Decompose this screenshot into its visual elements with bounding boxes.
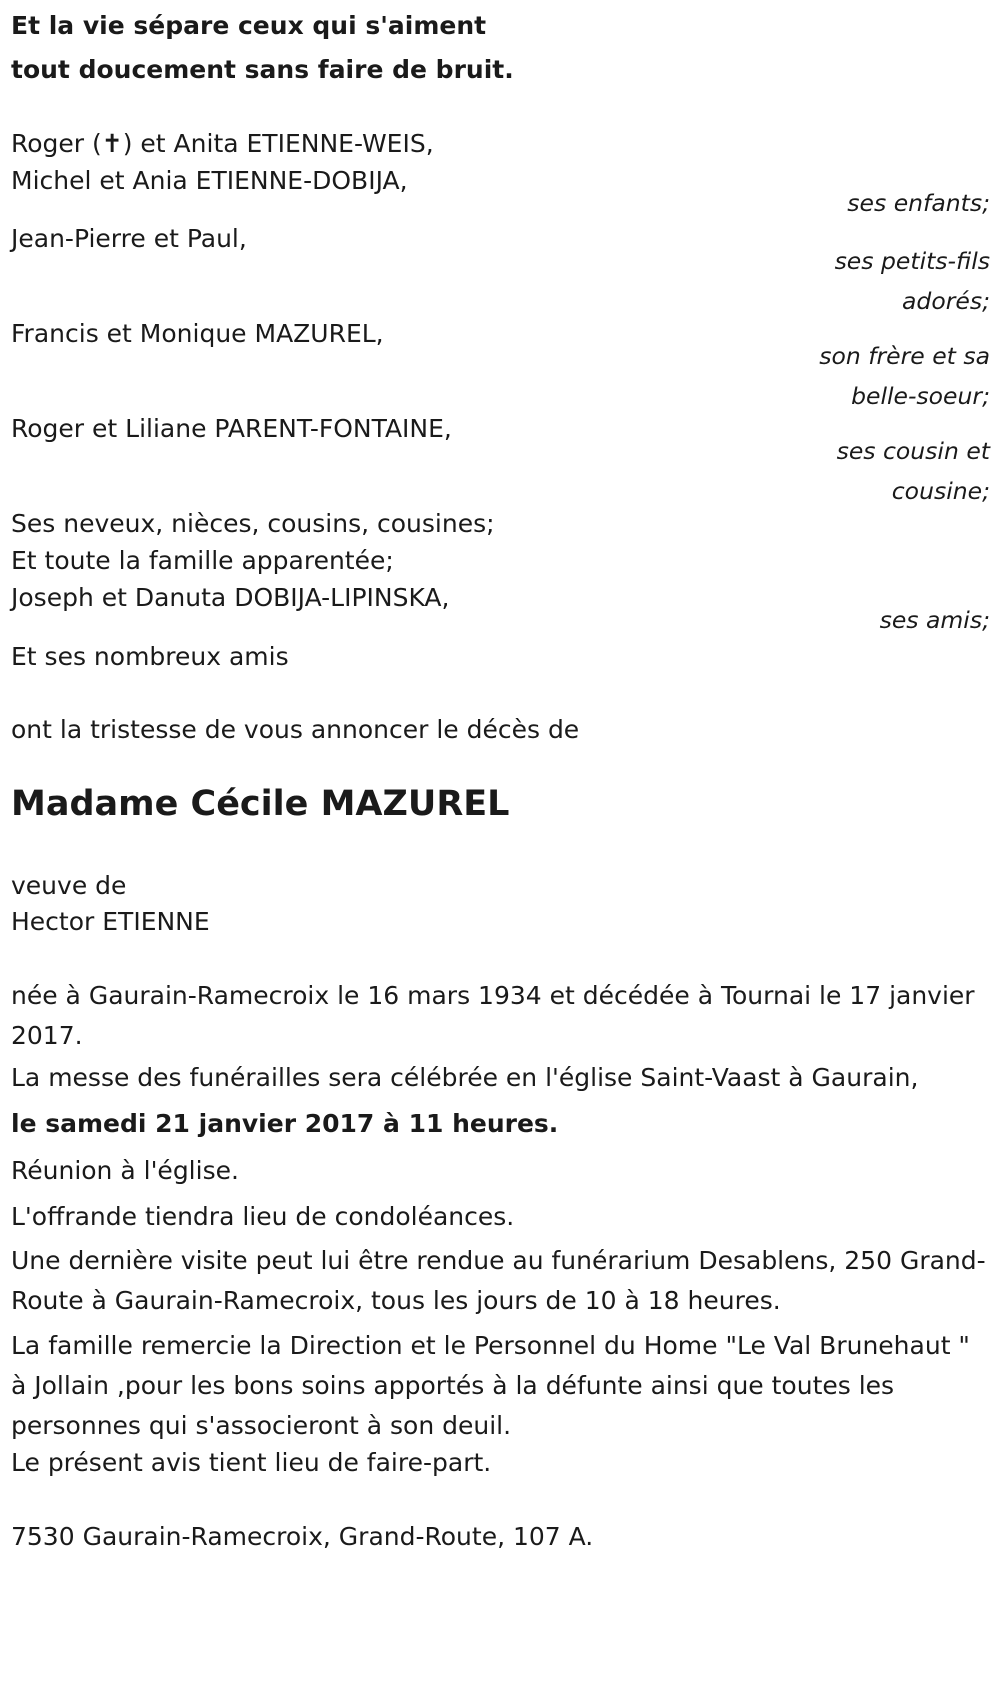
funeral-date-line: le samedi 21 janvier 2017 à 11 heures. <box>11 1109 559 1138</box>
children-relation: ses enfants; <box>847 189 990 217</box>
friends-line: Joseph et Danuta DOBIJA-LIPINSKA, <box>11 583 450 612</box>
mass-line: La messe des funérailles sera célébrée en l'église Saint-Vaast à Gaurain, <box>11 1063 919 1092</box>
many-friends-line: Et ses nombreux amis <box>11 642 289 671</box>
grandsons-relation: ses petits-fils adorés; <box>834 247 990 315</box>
meeting-line: Réunion à l'église. <box>11 1156 239 1185</box>
family-line: Et toute la famille apparentée; <box>11 546 394 575</box>
birth-death-paragraph: née à Gaurain-Ramecroix le 16 mars 1934 et décédée à Tournai le 17 janvier 2017. <box>11 981 975 1050</box>
grandsons-line: Jean-Pierre et Paul, <box>11 224 247 253</box>
widow-of-line: veuve de <box>11 871 127 900</box>
nephews-line: Ses neveux, nièces, cousins, cousines; <box>11 509 495 538</box>
notice-line: Le présent avis tient lieu de faire-part. <box>11 1448 492 1477</box>
friends-relation: ses amis; <box>879 606 990 634</box>
cousins-line: Roger et Liliane PARENT-FONTAINE, <box>11 414 452 443</box>
motto-line-1: Et la vie sépare ceux qui s'aiment <box>11 11 487 40</box>
offering-line: L'offrande tiendra lieu de condoléances. <box>11 1202 515 1231</box>
deceased-name: Madame Cécile MAZUREL <box>11 784 510 824</box>
cousins-relation: ses cousin et cousine; <box>836 437 990 505</box>
visit-paragraph: Une dernière visite peut lui être rendue au funérarium Desablens, 250 Grand-Route à Gaurain-Ramecroix, tous les jours de 10 à 18 heures. <box>11 1246 986 1315</box>
motto-line-2: tout doucement sans faire de bruit. <box>11 55 514 84</box>
announcement-line: ont la tristesse de vous annoncer le décès de <box>11 715 580 744</box>
address-line: 7530 Gaurain-Ramecroix, Grand-Route, 107 A. <box>11 1522 594 1551</box>
brother-line: Francis et Monique MAZUREL, <box>11 319 384 348</box>
husband-line: Hector ETIENNE <box>11 907 210 936</box>
children-line-1: Roger (✝) et Anita ETIENNE-WEIS, <box>11 129 434 158</box>
children-line-2: Michel et Ania ETIENNE-DOBIJA, <box>11 166 408 195</box>
thanks-paragraph: La famille remercie la Direction et le Personnel du Home "Le Val Brunehaut " à Jollain ,pour les bons soins apportés à la défunte ainsi que toutes les personnes qui s'associeront à son deuil. <box>11 1331 970 1440</box>
brother-relation: son frère et sa belle-soeur; <box>819 342 990 410</box>
